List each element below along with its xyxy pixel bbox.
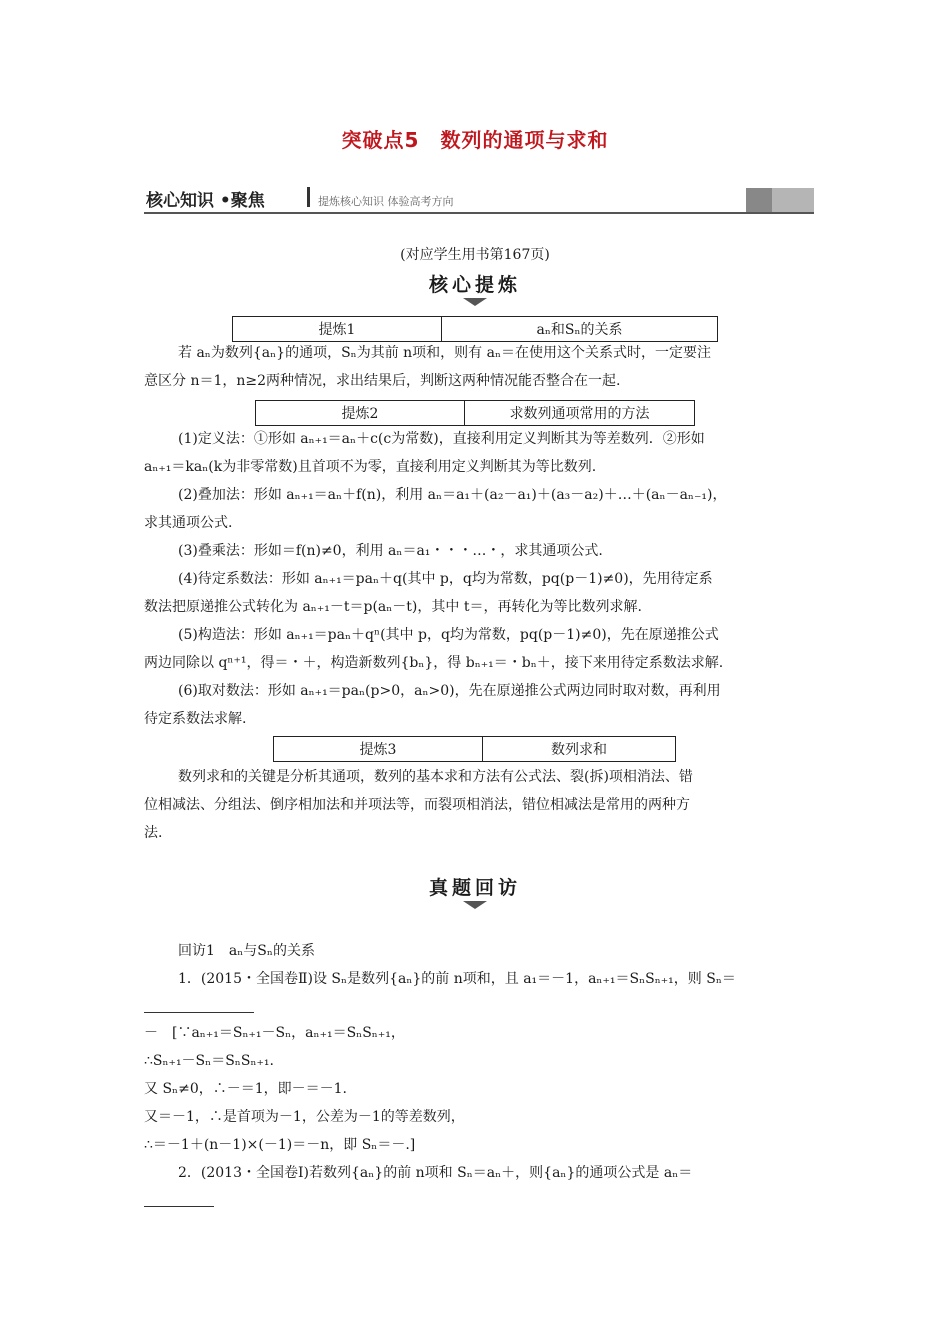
section-heading-core: 核心提炼 (428, 274, 521, 296)
banner-light-block (772, 188, 814, 212)
solution-line: ∴＝－1＋(n－1)×(－1)＝－n，即 Sₙ＝－.] (144, 1137, 416, 1153)
answer-blank (144, 1206, 214, 1207)
question-2: 2．(2013・全国卷Ⅰ)若数列{aₙ}的前 n项和 Sₙ＝aₙ＋，则{aₙ}的通项公式是 aₙ＝ (178, 1165, 693, 1181)
paragraph-line: 意区分 n＝1，n≥2两种情况，求出结果后，判断这两种情况能否整合在一起. (144, 373, 621, 389)
method-line: (6)取对数法：形如 aₙ₊₁＝paₙ(p>0，aₙ>0)，先在原递推公式两边同时取对数，再利用 (178, 683, 721, 699)
page-reference: (对应学生用书第167页) (400, 247, 550, 263)
banner-dark-block (746, 188, 772, 212)
solution-line: ∴Sₙ₊₁－Sₙ＝SₙSₙ₊₁. (144, 1053, 274, 1069)
method-line: 求其通项公式. (144, 515, 233, 531)
review-heading: 回访1 aₙ与Sₙ的关系 (178, 943, 315, 959)
topic-box-1-label: 提炼1 (233, 317, 442, 342)
method-line: 待定系数法求解. (144, 711, 247, 727)
topic-box-2-title: 求数列通项常用的方法 (465, 401, 695, 426)
method-line: 数法把原递推公式转化为 aₙ₊₁－t＝p(aₙ－t)，其中 t＝，再转化为等比数列求解. (144, 599, 642, 615)
solution-line: － [∵aₙ₊₁＝Sₙ₊₁－Sₙ，aₙ₊₁＝SₙSₙ₊₁， (144, 1025, 405, 1041)
banner-rule (144, 212, 814, 214)
topic-box-3-label: 提炼3 (274, 737, 483, 762)
method-line: (4)待定系数法：形如 aₙ₊₁＝paₙ＋q(其中 p，q均为常数，pq(p－1)≠0)，先用待定系 (178, 571, 713, 587)
paragraph-line: 数列求和的关键是分析其通项，数列的基本求和方法有公式法、裂(拆)项相消法、错 (178, 769, 693, 785)
paragraph-line: 位相减法、分组法、倒序相加法和并项法等，而裂项相消法，错位相减法是常用的两种方 (144, 797, 690, 813)
topic-box-2 (255, 400, 695, 426)
method-line: (1)定义法：①形如 aₙ₊₁＝aₙ＋c(c为常数)，直接利用定义判断其为等差数列．②形如 (178, 431, 705, 447)
section-marker-icon (463, 298, 487, 306)
section-marker-icon (463, 901, 487, 909)
paragraph-line: 法. (144, 825, 163, 841)
answer-blank (144, 1012, 254, 1013)
paragraph-line: 若 aₙ为数列{aₙ}的通项，Sₙ为其前 n项和，则有 aₙ＝在使用这个关系式时，一定要注 (178, 345, 712, 361)
method-line: (3)叠乘法：形如＝f(n)≠0，利用 aₙ＝a₁・・・…・，求其通项公式. (178, 543, 603, 559)
banner-divider (307, 187, 310, 207)
method-line: 两边同除以 qⁿ⁺¹，得＝・＋，构造新数列{bₙ}，得 bₙ₊₁＝・bₙ＋，接下来用待定系数法求解. (144, 655, 724, 671)
solution-line: 又 Sₙ≠0，∴－＝1，即－＝－1. (144, 1081, 347, 1097)
question-1: 1．(2015・全国卷Ⅱ)设 Sₙ是数列{aₙ}的前 n项和，且 a₁＝－1，aₙ₊₁＝SₙSₙ₊₁，则 Sₙ＝ (178, 971, 736, 987)
topic-box-1 (232, 316, 718, 342)
banner-sub-label: 提炼核心知识 体验高考方向 (318, 195, 454, 208)
solution-line: 又＝－1，∴是首项为－1，公差为－1的等差数列， (144, 1109, 465, 1125)
section-heading-review: 真题回访 (428, 877, 521, 899)
topic-box-1-title: aₙ和Sₙ的关系 (442, 317, 718, 342)
method-line: (2)叠加法：形如 aₙ₊₁＝aₙ＋f(n)，利用 aₙ＝a₁＋(a₂－a₁)＋(a₃－a₂)＋…＋(aₙ－aₙ₋₁)， (178, 487, 727, 503)
banner-main-label: 核心知识 •聚焦 (146, 191, 265, 211)
method-line: (5)构造法：形如 aₙ₊₁＝paₙ＋qⁿ(其中 p，q均为常数，pq(p－1)≠0)，先在原递推公式 (178, 627, 719, 643)
topic-box-2-label: 提炼2 (256, 401, 465, 426)
method-line: aₙ₊₁＝kaₙ(k为非零常数)且首项不为零，直接利用定义判断其为等比数列. (144, 459, 597, 475)
topic-box-3 (273, 736, 676, 762)
topic-box-3-title: 数列求和 (483, 737, 676, 762)
page-title: 突破点5 数列的通项与求和 (341, 128, 609, 152)
